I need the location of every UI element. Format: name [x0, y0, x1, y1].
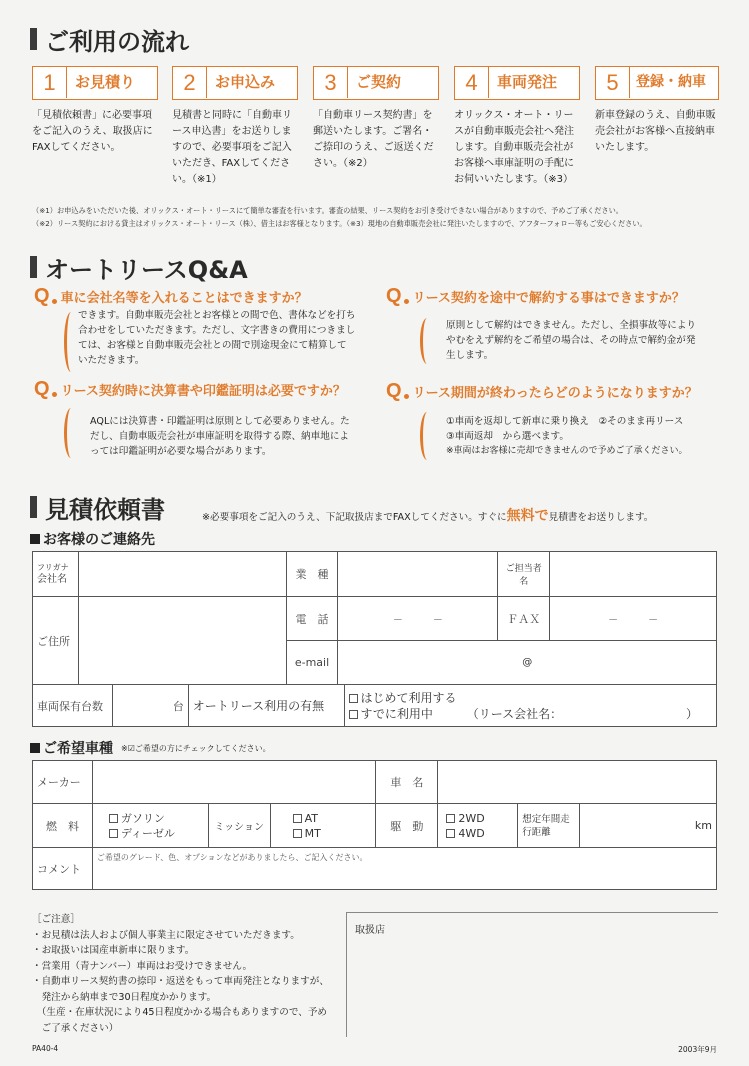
footer-date: 2003年9月	[678, 1045, 717, 1054]
furigana-label: フリガナ	[37, 563, 69, 572]
industry-label: 業 種	[286, 552, 338, 597]
maker-label: メーカー	[33, 761, 93, 804]
q-dot-icon	[52, 392, 57, 397]
checkbox[interactable]	[349, 710, 358, 719]
4wd-option[interactable]	[446, 826, 513, 841]
step-2	[172, 66, 298, 100]
car-heading-text: ご希望車種	[43, 741, 113, 757]
option-label: 4WD	[458, 826, 485, 840]
2wd-option[interactable]	[446, 811, 513, 826]
usage-label: オートリース利用の有無	[188, 685, 344, 727]
car-name-label: 車 名	[376, 761, 438, 804]
fax-label: ＦＡＸ	[498, 597, 550, 641]
fuel-label: 燃 料	[33, 804, 93, 848]
option-label: ディーゼル	[120, 826, 175, 840]
qa-answer-4	[446, 414, 716, 459]
square-bullet-icon	[30, 743, 40, 753]
qa-question-1	[34, 285, 308, 308]
qa-question-2	[386, 285, 685, 308]
comment-label: コメント	[33, 848, 93, 890]
first-time-option[interactable]	[349, 690, 712, 706]
caution-title: ［ご注意］	[32, 914, 80, 925]
option-label: はじめて利用する	[360, 690, 457, 705]
contact-heading-text: お客様のご連絡先	[43, 532, 155, 548]
step-1	[32, 66, 158, 100]
mt-option[interactable]	[293, 826, 372, 841]
checkbox[interactable]	[349, 694, 358, 703]
step-number: 3	[314, 67, 348, 98]
paren-decoration	[64, 312, 78, 372]
drive-options	[438, 804, 518, 848]
step-label: 登録・納車	[636, 74, 706, 90]
caution-line: ・営業用（青ナンバー）車両はお受けできません。	[32, 960, 253, 972]
paren-decoration	[420, 412, 434, 460]
drive-label: 駆 動	[376, 804, 438, 848]
heading-bar	[30, 256, 37, 278]
option-label: ガソリン	[120, 811, 165, 825]
caution-line: ・お見積は法人および個人事業主に限定させていただきます。	[32, 929, 300, 941]
address-input[interactable]	[78, 597, 286, 685]
qa-title	[30, 252, 248, 282]
unit-label: 台	[172, 699, 184, 713]
email-input[interactable]: @	[338, 641, 717, 685]
company-label-cell	[33, 552, 79, 597]
estimate-lead	[202, 505, 653, 525]
usage-options	[344, 685, 716, 727]
step-number: 2	[173, 67, 207, 98]
step-2-desc: 見積書と同時に「自動車リース申込書」をお送りしますので、必要事項をご記入いただき、FAXしてください。（※1）	[172, 110, 292, 185]
step-label: お申込み	[215, 73, 276, 91]
km-unit: km	[694, 819, 712, 832]
option-label: 2WD	[458, 811, 485, 825]
mission-label: ミッション	[208, 804, 270, 848]
step-5-desc: 新車登録のうえ、自動車販売会社がお客様へ直接納車いたします。	[595, 110, 716, 153]
q-icon: Q	[34, 378, 50, 400]
vehicles-input[interactable]	[112, 685, 188, 727]
heading-bar	[30, 28, 37, 50]
vehicles-label: 車両保有台数	[33, 685, 113, 727]
at-option[interactable]	[293, 811, 372, 826]
fuel-options	[92, 804, 208, 848]
comment-input[interactable]	[92, 848, 716, 890]
option-label: AT	[304, 811, 319, 825]
mission-options	[270, 804, 376, 848]
vehicle-usage-table	[32, 684, 717, 727]
step-number: 5	[596, 67, 630, 98]
estimate-title-text: 見積依頼書	[45, 495, 165, 524]
phone-input[interactable]: － －	[338, 597, 498, 641]
qa-answer-3: AQLには決算書・印鑑証明は原則として必要ありません。ただし、自動車販売会社が車庫証明を取得する際、納車地によっては印鑑証明が必要な場合があります。	[90, 416, 350, 457]
checkbox[interactable]	[109, 814, 118, 823]
mileage-label: 想定年間走行距離	[518, 804, 580, 848]
caution-line: （生産・在庫状況により45日程度かかる場合もありますので、予め	[32, 1007, 328, 1018]
step-5	[595, 66, 719, 100]
answer-line: ①車両を返却して新車に乗り換え ②そのまま再リース	[446, 416, 684, 427]
q-dot-icon	[404, 394, 409, 399]
step-4	[454, 66, 580, 100]
contact-table	[32, 551, 717, 685]
question-text: リース契約を途中で解約する事はできますか？	[412, 291, 685, 306]
mileage-input[interactable]	[580, 804, 717, 848]
q-dot-icon	[404, 299, 409, 304]
step-label: ご契約	[356, 73, 402, 91]
caution-block	[32, 912, 342, 1036]
phone-label: 電 話	[286, 597, 338, 641]
step-label: お見積り	[75, 73, 136, 91]
industry-input[interactable]	[338, 552, 498, 597]
q-icon: Q	[386, 380, 402, 402]
step-number: 4	[455, 67, 489, 98]
checkbox[interactable]	[446, 829, 455, 838]
dealer-box[interactable]	[346, 912, 718, 1037]
question-text: 車に会社名等を入れることはできますか？	[60, 291, 308, 306]
contact-heading	[30, 529, 155, 549]
caution-line: ・自動車リース契約書の捺印・返送をもって車両発注となりますが、	[32, 976, 329, 987]
option-label: MT	[304, 826, 321, 840]
estimate-title	[30, 492, 165, 522]
step-3	[313, 66, 439, 100]
flow-title-text: ご利用の流れ	[45, 27, 189, 56]
paren-decoration	[420, 318, 434, 364]
qa-answer-2: 原則として解約はできません。ただし、全損事故等によりやむをえず解約をご希望の場合は、その時点で解約金が発生します。	[446, 320, 697, 361]
qa-question-3	[34, 378, 346, 401]
person-label: ご担当者名	[498, 552, 550, 597]
step-number: 1	[33, 67, 67, 98]
step-3-desc: 「自動車リース契約書」を郵送いたします。ご署名・ご捺印のうえ、ご返送ください。（※2）	[313, 110, 434, 169]
email-label: e-mail	[286, 641, 338, 685]
flow-note-2: （※2）リース契約における貸主はオリックス・オート・リース（株）、借主はお客様となります。（※3）現地の自動車販売会社に発注いたしますので、アフターフォロー等もご安心ください。	[32, 219, 647, 228]
lead-text: 見積書をお送りします。	[548, 512, 654, 523]
car-name-input[interactable]	[438, 761, 717, 804]
caution-line: 発注から納車まで30日程度かかります。	[32, 991, 217, 1003]
option-label: すでに利用中	[360, 706, 433, 721]
qa-question-4	[386, 380, 698, 403]
comment-hint: ご希望のグレード、色、オプションなどがありましたら、ご記入ください。	[96, 853, 368, 862]
close-paren: ）	[685, 706, 698, 721]
step-1-desc: 「見積依頼書」に必要事項をご記入のうえ、取扱店にFAXしてください。	[32, 110, 153, 153]
footer-code: PA40-4	[32, 1044, 59, 1053]
checkbox[interactable]	[446, 814, 455, 823]
checkbox[interactable]	[109, 829, 118, 838]
step-4-desc: オリックス・オート・リースが自動車販売会社へ発注します。自動車販売会社がお客様へ車庫証明の手配にお伺いいたします。（※3）	[454, 110, 574, 185]
maker-input[interactable]	[92, 761, 376, 804]
already-option[interactable]	[349, 706, 712, 722]
gasoline-option[interactable]	[109, 811, 204, 826]
fax-input[interactable]: － －	[550, 597, 717, 641]
answer-line: ③車両返却 から選べます。	[446, 431, 569, 442]
square-bullet-icon	[30, 534, 40, 544]
checkbox[interactable]	[293, 814, 302, 823]
checkbox[interactable]	[293, 829, 302, 838]
q-icon: Q	[386, 285, 402, 307]
step-label: 車両発注	[497, 73, 558, 91]
car-note: ※☑ご希望の方にチェックしてください。	[121, 743, 271, 753]
caution-line: ・お取扱いは国産車新車に限ります。	[32, 945, 195, 956]
car-table	[32, 760, 717, 890]
company-label: 会社名	[37, 574, 67, 585]
person-input[interactable]	[550, 552, 717, 597]
answer-line: ※車両はお客様に売却できませんので予めご了承ください。	[446, 446, 688, 456]
flow-title	[30, 24, 189, 54]
paren-decoration	[64, 408, 78, 458]
caution-line: ご了承ください）	[32, 1022, 119, 1034]
flow-note-1: （※1）お申込みをいただいた後、オリックス・オート・リースにて簡単な審査を行います。審査の結果、リース契約をお引き受けできない場合がありますので、予めご了承ください。	[32, 206, 623, 215]
lease-company-label: （リース会社名：	[466, 706, 563, 721]
company-input[interactable]	[78, 552, 286, 597]
diesel-option[interactable]	[109, 826, 204, 841]
address-label: ご住所	[33, 597, 79, 685]
heading-bar	[30, 496, 37, 518]
q-dot-icon	[52, 299, 57, 304]
q-icon: Q	[34, 285, 50, 307]
qa-title-text: オートリースQ&A	[45, 255, 248, 284]
car-heading	[30, 738, 271, 758]
qa-answer-1: できます。自動車販売会社とお客様との間で色、書体などを打ち合わせをしていただきます。ただし、文字書きの費用につきましては、お客様と自動車販売会社との間で別途現金にて精算していただきます。	[78, 310, 356, 366]
question-text: リース契約時に決算書や印鑑証明は必要ですか？	[60, 384, 346, 399]
dealer-label: 取扱店	[355, 925, 385, 936]
question-text: リース期間が終わったらどのようになりますか？	[412, 386, 698, 401]
lead-text: ※必要事項をご記入のうえ、下記取扱店までFAXしてください。すぐに	[202, 512, 507, 523]
lead-accent: 無料で	[506, 508, 549, 524]
